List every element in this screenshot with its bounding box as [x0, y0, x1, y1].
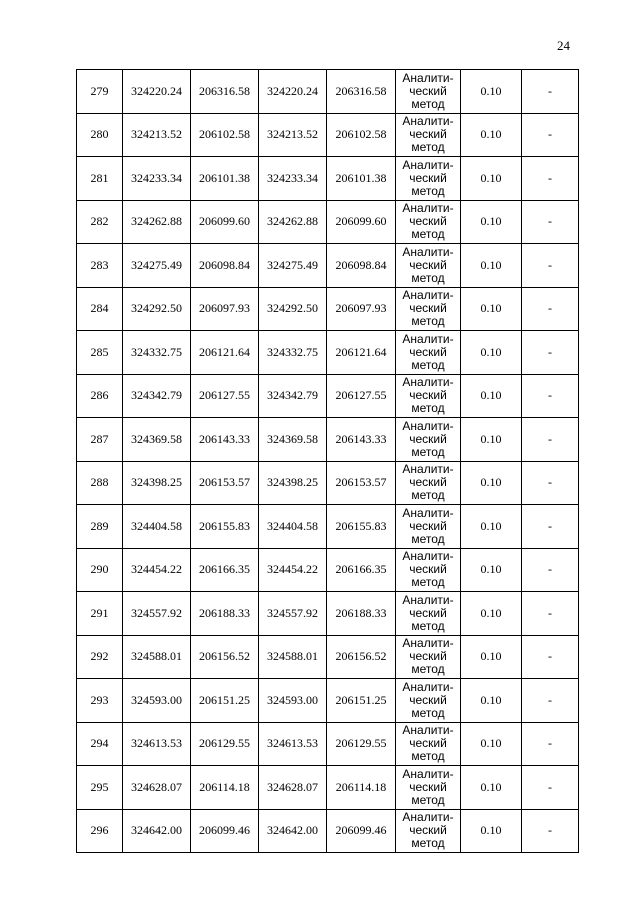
method-line: Аналити-: [402, 505, 454, 520]
y-new-cell: 206099.46: [327, 809, 396, 853]
page-number: 24: [557, 38, 570, 53]
y-new-cell: 206188.33: [327, 592, 396, 636]
method-cell: [396, 809, 461, 853]
accuracy-cell: 0.10: [461, 157, 522, 201]
note-cell: -: [522, 157, 579, 201]
y-existing-cell: 206153.57: [191, 461, 259, 505]
method-line: Аналити-: [402, 418, 454, 433]
note-cell: -: [522, 374, 579, 418]
y-existing-cell: 206166.35: [191, 548, 259, 592]
table-row: [77, 244, 579, 288]
method-cell: [396, 374, 461, 418]
method-line: метод: [411, 96, 445, 111]
y-new-cell: 206129.55: [327, 722, 396, 766]
x-new-cell: 324557.92: [259, 592, 327, 636]
note-cell: -: [522, 505, 579, 549]
accuracy-cell: 0.10: [461, 809, 522, 853]
accuracy-cell: 0.10: [461, 113, 522, 157]
x-new-cell: 324593.00: [259, 679, 327, 723]
method-line: метод: [411, 705, 445, 720]
x-existing-cell: 324613.53: [123, 722, 191, 766]
x-existing-cell: 324454.22: [123, 548, 191, 592]
method-cell: [396, 766, 461, 810]
x-new-cell: 324332.75: [259, 331, 327, 375]
point-number-cell: 279: [77, 70, 123, 114]
accuracy-cell: 0.10: [461, 461, 522, 505]
note-cell: -: [522, 418, 579, 462]
y-existing-cell: 206127.55: [191, 374, 259, 418]
accuracy-cell: 0.10: [461, 200, 522, 244]
coordinates-table: [76, 69, 579, 853]
y-existing-cell: 206101.38: [191, 157, 259, 201]
method-line: ческий: [409, 127, 447, 142]
point-number-cell: 290: [77, 548, 123, 592]
y-existing-cell: 206156.52: [191, 635, 259, 679]
method-line: ческий: [409, 214, 447, 229]
note-cell: -: [522, 70, 579, 114]
method-cell: [396, 113, 461, 157]
x-existing-cell: 324557.92: [123, 592, 191, 636]
y-existing-cell: 206099.60: [191, 200, 259, 244]
method-line: Аналити-: [402, 679, 454, 694]
method-line: ческий: [409, 83, 447, 98]
y-existing-cell: 206316.58: [191, 70, 259, 114]
point-number-cell: 296: [77, 809, 123, 853]
note-cell: -: [522, 722, 579, 766]
y-existing-cell: 206102.58: [191, 113, 259, 157]
y-existing-cell: 206143.33: [191, 418, 259, 462]
x-new-cell: 324213.52: [259, 113, 327, 157]
method-line: ческий: [409, 475, 447, 490]
x-existing-cell: 324369.58: [123, 418, 191, 462]
method-line: Аналити-: [402, 462, 454, 477]
y-new-cell: 206098.84: [327, 244, 396, 288]
method-line: метод: [411, 401, 445, 416]
method-cell: [396, 331, 461, 375]
method-line: ческий: [409, 170, 447, 185]
table-row: [77, 809, 579, 853]
method-line: ческий: [409, 388, 447, 403]
x-new-cell: 324613.53: [259, 722, 327, 766]
y-existing-cell: 206121.64: [191, 331, 259, 375]
x-new-cell: 324369.58: [259, 418, 327, 462]
point-number-cell: 292: [77, 635, 123, 679]
method-cell: [396, 461, 461, 505]
accuracy-cell: 0.10: [461, 287, 522, 331]
accuracy-cell: 0.10: [461, 722, 522, 766]
method-line: Аналити-: [402, 592, 454, 607]
point-number-cell: 283: [77, 244, 123, 288]
point-number-cell: 287: [77, 418, 123, 462]
accuracy-cell: 0.10: [461, 679, 522, 723]
method-line: метод: [411, 749, 445, 764]
point-number-cell: 282: [77, 200, 123, 244]
note-cell: -: [522, 592, 579, 636]
accuracy-cell: 0.10: [461, 418, 522, 462]
table-row: [77, 722, 579, 766]
method-line: Аналити-: [402, 114, 454, 129]
x-new-cell: 324628.07: [259, 766, 327, 810]
x-existing-cell: 324220.24: [123, 70, 191, 114]
y-new-cell: 206151.25: [327, 679, 396, 723]
note-cell: -: [522, 679, 579, 723]
y-existing-cell: 206097.93: [191, 287, 259, 331]
x-new-cell: 324220.24: [259, 70, 327, 114]
x-existing-cell: 324213.52: [123, 113, 191, 157]
table-row: [77, 679, 579, 723]
point-number-cell: 291: [77, 592, 123, 636]
y-new-cell: 206143.33: [327, 418, 396, 462]
table-row: [77, 157, 579, 201]
y-existing-cell: 206099.46: [191, 809, 259, 853]
x-existing-cell: 324262.88: [123, 200, 191, 244]
method-line: метод: [411, 183, 445, 198]
table-row: [77, 635, 579, 679]
method-line: метод: [411, 488, 445, 503]
y-new-cell: 206114.18: [327, 766, 396, 810]
note-cell: -: [522, 809, 579, 853]
point-number-cell: 285: [77, 331, 123, 375]
x-existing-cell: 324642.00: [123, 809, 191, 853]
method-cell: [396, 505, 461, 549]
table-row: [77, 505, 579, 549]
method-line: метод: [411, 836, 445, 851]
method-line: Аналити-: [402, 766, 454, 781]
y-new-cell: 206102.58: [327, 113, 396, 157]
method-line: метод: [411, 618, 445, 633]
method-line: ческий: [409, 562, 447, 577]
note-cell: -: [522, 548, 579, 592]
y-new-cell: 206156.52: [327, 635, 396, 679]
x-existing-cell: 324588.01: [123, 635, 191, 679]
method-line: Аналити-: [402, 70, 454, 85]
method-cell: [396, 722, 461, 766]
x-new-cell: 324454.22: [259, 548, 327, 592]
table-body: [77, 70, 579, 853]
table-row: [77, 113, 579, 157]
method-line: Аналити-: [402, 157, 454, 172]
method-cell: [396, 548, 461, 592]
table-row: [77, 331, 579, 375]
method-line: метод: [411, 575, 445, 590]
point-number-cell: 294: [77, 722, 123, 766]
method-cell: [396, 287, 461, 331]
method-line: Аналити-: [402, 549, 454, 564]
method-line: ческий: [409, 649, 447, 664]
table-row: [77, 70, 579, 114]
method-line: ческий: [409, 779, 447, 794]
point-number-cell: 284: [77, 287, 123, 331]
method-cell: [396, 70, 461, 114]
accuracy-cell: 0.10: [461, 505, 522, 549]
method-line: ческий: [409, 692, 447, 707]
y-new-cell: 206099.60: [327, 200, 396, 244]
point-number-cell: 281: [77, 157, 123, 201]
method-line: Аналити-: [402, 244, 454, 259]
note-cell: -: [522, 244, 579, 288]
x-new-cell: 324588.01: [259, 635, 327, 679]
method-line: Аналити-: [402, 375, 454, 390]
y-new-cell: 206121.64: [327, 331, 396, 375]
method-line: ческий: [409, 301, 447, 316]
method-line: метод: [411, 314, 445, 329]
method-line: метод: [411, 444, 445, 459]
table-row: [77, 418, 579, 462]
note-cell: -: [522, 766, 579, 810]
method-line: Аналити-: [402, 723, 454, 738]
method-line: метод: [411, 140, 445, 155]
accuracy-cell: 0.10: [461, 766, 522, 810]
table-row: [77, 766, 579, 810]
x-new-cell: 324398.25: [259, 461, 327, 505]
accuracy-cell: 0.10: [461, 244, 522, 288]
method-line: метод: [411, 357, 445, 372]
table-row: [77, 287, 579, 331]
method-line: ческий: [409, 257, 447, 272]
y-new-cell: 206101.38: [327, 157, 396, 201]
table-row: [77, 592, 579, 636]
point-number-cell: 289: [77, 505, 123, 549]
method-line: метод: [411, 531, 445, 546]
method-cell: [396, 157, 461, 201]
point-number-cell: 280: [77, 113, 123, 157]
accuracy-cell: 0.10: [461, 635, 522, 679]
x-new-cell: 324642.00: [259, 809, 327, 853]
point-number-cell: 295: [77, 766, 123, 810]
y-new-cell: 206127.55: [327, 374, 396, 418]
method-line: метод: [411, 792, 445, 807]
method-cell: [396, 679, 461, 723]
y-new-cell: 206153.57: [327, 461, 396, 505]
method-line: ческий: [409, 605, 447, 620]
y-new-cell: 206316.58: [327, 70, 396, 114]
y-existing-cell: 206155.83: [191, 505, 259, 549]
x-existing-cell: 324292.50: [123, 287, 191, 331]
table-row: [77, 548, 579, 592]
y-existing-cell: 206114.18: [191, 766, 259, 810]
method-line: Аналити-: [402, 288, 454, 303]
method-cell: [396, 244, 461, 288]
note-cell: -: [522, 113, 579, 157]
x-existing-cell: 324332.75: [123, 331, 191, 375]
y-existing-cell: 206151.25: [191, 679, 259, 723]
x-existing-cell: 324275.49: [123, 244, 191, 288]
x-new-cell: 324262.88: [259, 200, 327, 244]
x-new-cell: 324275.49: [259, 244, 327, 288]
x-new-cell: 324404.58: [259, 505, 327, 549]
accuracy-cell: 0.10: [461, 331, 522, 375]
table-row: [77, 461, 579, 505]
method-line: метод: [411, 662, 445, 677]
x-existing-cell: 324404.58: [123, 505, 191, 549]
x-existing-cell: 324593.00: [123, 679, 191, 723]
x-existing-cell: 324342.79: [123, 374, 191, 418]
method-line: Аналити-: [402, 331, 454, 346]
accuracy-cell: 0.10: [461, 374, 522, 418]
method-cell: [396, 635, 461, 679]
x-existing-cell: 324233.34: [123, 157, 191, 201]
method-line: метод: [411, 227, 445, 242]
y-existing-cell: 206188.33: [191, 592, 259, 636]
method-cell: [396, 418, 461, 462]
table-row: [77, 200, 579, 244]
point-number-cell: 286: [77, 374, 123, 418]
method-cell: [396, 200, 461, 244]
note-cell: -: [522, 200, 579, 244]
y-new-cell: 206166.35: [327, 548, 396, 592]
method-line: ческий: [409, 518, 447, 533]
y-new-cell: 206097.93: [327, 287, 396, 331]
method-line: Аналити-: [402, 810, 454, 825]
method-line: ческий: [409, 823, 447, 838]
method-line: Аналити-: [402, 201, 454, 216]
x-new-cell: 324292.50: [259, 287, 327, 331]
accuracy-cell: 0.10: [461, 70, 522, 114]
method-line: Аналити-: [402, 636, 454, 651]
table-row: [77, 374, 579, 418]
y-new-cell: 206155.83: [327, 505, 396, 549]
note-cell: -: [522, 331, 579, 375]
x-new-cell: 324342.79: [259, 374, 327, 418]
accuracy-cell: 0.10: [461, 592, 522, 636]
point-number-cell: 288: [77, 461, 123, 505]
point-number-cell: 293: [77, 679, 123, 723]
note-cell: -: [522, 461, 579, 505]
method-line: ческий: [409, 344, 447, 359]
method-line: ческий: [409, 736, 447, 751]
x-new-cell: 324233.34: [259, 157, 327, 201]
y-existing-cell: 206098.84: [191, 244, 259, 288]
method-line: ческий: [409, 431, 447, 446]
note-cell: -: [522, 635, 579, 679]
y-existing-cell: 206129.55: [191, 722, 259, 766]
method-cell: [396, 592, 461, 636]
x-existing-cell: 324398.25: [123, 461, 191, 505]
accuracy-cell: 0.10: [461, 548, 522, 592]
note-cell: -: [522, 287, 579, 331]
method-line: метод: [411, 270, 445, 285]
x-existing-cell: 324628.07: [123, 766, 191, 810]
